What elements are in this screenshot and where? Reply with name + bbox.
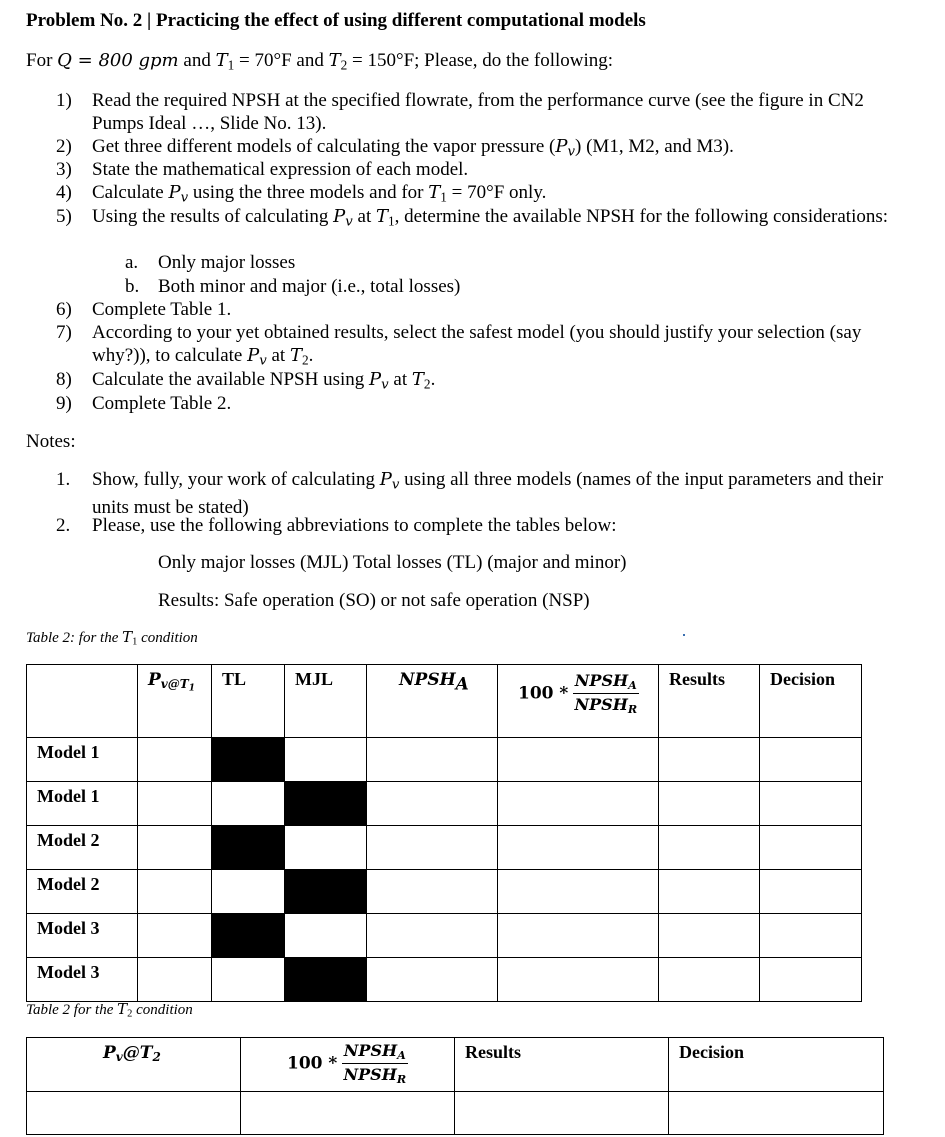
cell-mjl-blocked — [285, 958, 367, 1002]
task-text: Calculate the available NPSH using Pv at $T_2$. — [92, 369, 436, 393]
table1-caption: Table 2: for the $T_1$ condition — [26, 628, 198, 648]
table2-header-row — [27, 1038, 884, 1092]
table-row — [27, 870, 862, 914]
cell-ratio[interactable] — [498, 914, 659, 958]
cell-tl[interactable] — [212, 958, 285, 1002]
task-number: 4) — [56, 182, 72, 203]
task-text: Read the required NPSH at the specified flowrate, from the performance curve (see the figure in CN2 Pumps Ideal …, Slide No. 13). — [92, 90, 864, 134]
cell-pv[interactable] — [138, 958, 212, 1002]
cell-ratio[interactable] — [498, 826, 659, 870]
table-t1-condition — [26, 664, 862, 1002]
cell-pv[interactable] — [138, 870, 212, 914]
cell-results[interactable] — [659, 782, 760, 826]
cell-ratio[interactable] — [498, 782, 659, 826]
cell-npsha[interactable] — [367, 870, 498, 914]
cell-results[interactable] — [455, 1092, 669, 1135]
task-text: Complete Table 2. — [92, 393, 232, 414]
header-results: Results — [659, 665, 760, 738]
intro-text-3: and — [291, 50, 329, 71]
note-text: Please, use the following abbreviations to complete the tables below: — [92, 515, 617, 536]
task-number: 3) — [56, 159, 72, 180]
table-row — [27, 1092, 884, 1135]
cell-decision[interactable] — [760, 870, 862, 914]
row-label: Model 1 — [27, 738, 138, 782]
t2-subscript: 2 — [340, 57, 348, 73]
cell-ratio[interactable] — [498, 738, 659, 782]
cell-mjl-blocked — [285, 870, 367, 914]
header-npsh-ratio: 100 * $\frac{\text{NPSHA}}{\text{NPSHR}}$ — [498, 665, 659, 738]
task-number: 2) — [56, 136, 72, 157]
intro-text-1: For — [26, 50, 58, 71]
header-npsh-ratio: 100 * $\frac{\text{NPSHA}}{\text{NPSHR}}$ — [241, 1038, 455, 1092]
cell-decision[interactable] — [760, 914, 862, 958]
intro-text-4: ; Please, do the following: — [414, 50, 614, 71]
cell-pv[interactable] — [27, 1092, 241, 1135]
subitem-text: Both minor and major (i.e., total losses) — [158, 276, 461, 297]
cell-decision[interactable] — [760, 826, 862, 870]
intro-text-2: and — [178, 50, 216, 71]
table-row — [27, 826, 862, 870]
task-number: 6) — [56, 299, 72, 320]
task-text: Using the results of calculating Pv at $T_1$, determine the available NPSH for the following considerations: — [92, 206, 889, 230]
table-row — [27, 958, 862, 1002]
cell-tl-blocked — [212, 914, 285, 958]
cell-npsha[interactable] — [367, 738, 498, 782]
task-text: Complete Table 1. — [92, 299, 232, 320]
cell-npsha[interactable] — [367, 958, 498, 1002]
t1-symbol: T — [215, 50, 228, 71]
cell-decision[interactable] — [669, 1092, 884, 1135]
problem-title: Problem No. 2 | Practicing the effect of using different computational models — [26, 10, 646, 31]
abbreviations-results: Results: Safe operation (SO) or not safe operation (NSP) — [158, 590, 590, 611]
note-number: 1. — [56, 469, 71, 490]
cell-ratio[interactable] — [498, 958, 659, 1002]
task-number: 1) — [56, 90, 72, 111]
task-number: 7) — [56, 322, 72, 343]
row-label: Model 2 — [27, 826, 138, 870]
header-decision: Decision — [669, 1038, 884, 1092]
cell-ratio[interactable] — [498, 870, 659, 914]
t2-value: = 150°F — [347, 50, 415, 71]
task-number: 9) — [56, 393, 72, 414]
cell-pv[interactable] — [138, 738, 212, 782]
cell-pv[interactable] — [138, 914, 212, 958]
t2-symbol: T — [328, 50, 341, 71]
cell-pv[interactable] — [138, 782, 212, 826]
cell-npsha[interactable] — [367, 914, 498, 958]
task-text: Calculate Pv using the three models and for $T_1 = 70^\circ F$ only. — [92, 182, 547, 206]
header-tl: TL — [212, 665, 285, 738]
t1-subscript: 1 — [227, 57, 235, 73]
table1-header-row — [27, 665, 862, 738]
cell-decision[interactable] — [760, 958, 862, 1002]
cell-mjl[interactable] — [285, 914, 367, 958]
header-decision: Decision — [760, 665, 862, 738]
row-label: Model 1 — [27, 782, 138, 826]
notes-heading: Notes: — [26, 431, 76, 452]
cell-mjl[interactable] — [285, 738, 367, 782]
task-number: 8) — [56, 369, 72, 390]
table-row — [27, 738, 862, 782]
header-npsha: NPSHA — [367, 665, 498, 738]
cell-pv[interactable] — [138, 826, 212, 870]
table-t2-condition — [26, 1037, 884, 1135]
task-text: State the mathematical expression of each model. — [92, 159, 469, 180]
cell-ratio[interactable] — [241, 1092, 455, 1135]
header-empty — [27, 665, 138, 738]
cell-results[interactable] — [659, 914, 760, 958]
t1-value: = 70°F — [234, 50, 292, 71]
cell-decision[interactable] — [760, 738, 862, 782]
note-text: Show, fully, your work of calculating Pv using all three models (names of the input parameters and their units must be stated) — [92, 469, 884, 519]
table2-caption: Table 2 for the $T_2$ condition — [26, 1000, 193, 1020]
table-row — [27, 914, 862, 958]
row-label: Model 2 — [27, 870, 138, 914]
task-number: 5) — [56, 206, 72, 227]
cell-results[interactable] — [659, 826, 760, 870]
problem-intro — [26, 50, 613, 73]
cell-tl[interactable] — [212, 782, 285, 826]
table-row — [27, 782, 862, 826]
cell-results[interactable] — [659, 870, 760, 914]
cell-npsha[interactable] — [367, 782, 498, 826]
abbreviations-losses: Only major losses (MJL) Total losses (TL) (major and minor) — [158, 552, 627, 573]
task-text: According to your yet obtained results, select the safest model (you should justify your selection (say why?)), to calculate Pv at $T_2$. — [92, 322, 862, 369]
cell-mjl[interactable] — [285, 826, 367, 870]
cell-mjl-blocked — [285, 782, 367, 826]
cell-results[interactable] — [659, 738, 760, 782]
subitem-letter: a. — [125, 252, 139, 273]
cell-tl-blocked — [212, 826, 285, 870]
note-number: 2. — [56, 515, 71, 536]
cell-tl-blocked — [212, 738, 285, 782]
cell-decision[interactable] — [760, 782, 862, 826]
task-text: Get three different models of calculating the vapor pressure (Pv) (M1, M2, and M3). — [92, 136, 734, 160]
subitem-text: Only major losses — [158, 252, 296, 273]
subitem-letter: b. — [125, 276, 140, 297]
stray-dot — [683, 634, 685, 636]
row-label: Model 3 — [27, 914, 138, 958]
cell-tl[interactable] — [212, 870, 285, 914]
header-mjl: MJL — [285, 665, 367, 738]
cell-npsha[interactable] — [367, 826, 498, 870]
row-label: Model 3 — [27, 958, 138, 1002]
header-results: Results — [455, 1038, 669, 1092]
cell-results[interactable] — [659, 958, 760, 1002]
header-pv-t2: Pv@T2 — [27, 1038, 241, 1092]
header-pv-t1: $Pv@T_1$ — [138, 665, 212, 738]
flow-rate-expression: Q = 800 gpm — [57, 50, 179, 71]
